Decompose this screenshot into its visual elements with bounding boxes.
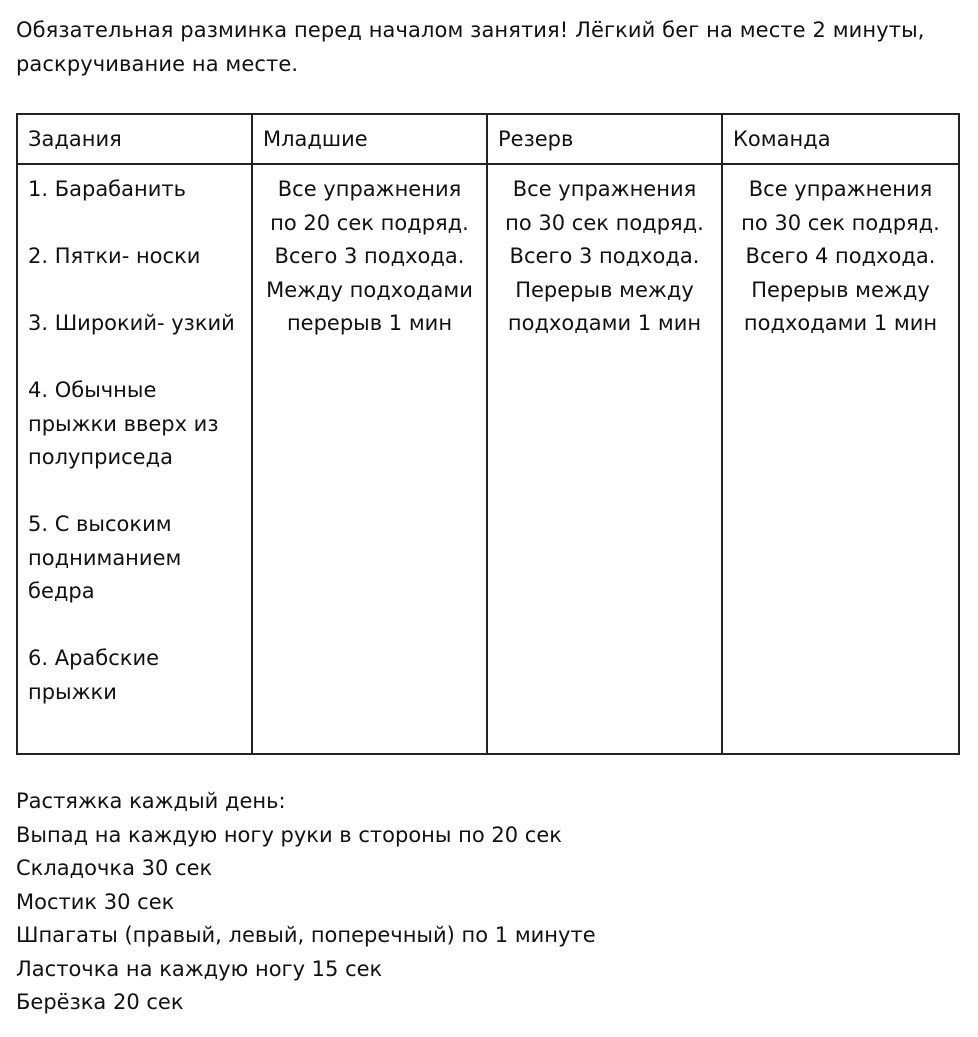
instruction-line: Всего 4 подхода.	[745, 244, 936, 268]
header-juniors: Младшие	[252, 114, 487, 164]
team-cell	[722, 164, 959, 754]
task-list	[18, 165, 251, 709]
team-instructions	[723, 165, 958, 341]
stretching-item: Шпагаты (правый, левый, поперечный) по 1 минуте	[16, 923, 596, 947]
task-item: 2. Пятки- носки	[28, 244, 201, 268]
juniors-cell	[252, 164, 487, 754]
instruction-line: Всего 3 подхода.	[509, 244, 700, 268]
table-header-row	[17, 114, 959, 164]
stretching-list	[16, 785, 966, 1020]
workout-table	[16, 113, 960, 755]
instruction-line: Все упражнения	[512, 177, 697, 201]
task-item: 4. Обычные прыжки вверх из полуприседа	[28, 378, 219, 469]
instruction-line: по 30 сек подряд.	[741, 210, 940, 235]
stretching-item: Ласточка на каждую ногу 15 сек	[16, 956, 383, 981]
intro-line-2: раскручивание на месте.	[16, 51, 299, 76]
stretching-item: Выпад на каждую ногу руки в стороны по 20 сек	[16, 822, 562, 847]
instruction-line: Все упражнения	[748, 177, 933, 201]
instruction-line: по 30 сек подряд.	[505, 210, 704, 235]
task-item: 6. Арабские прыжки	[28, 646, 160, 704]
stretching-item: Складочка 30 сек	[16, 856, 213, 880]
reserve-instructions	[488, 165, 721, 341]
table-row	[17, 164, 959, 754]
tasks-cell	[17, 164, 252, 754]
stretching-title: Растяжка каждый день:	[16, 789, 286, 813]
instruction-line: Перерыв между	[515, 277, 694, 302]
instruction-line: по 20 сек подряд.	[270, 210, 469, 235]
juniors-instructions	[253, 165, 486, 341]
header-tasks: Задания	[17, 114, 252, 164]
task-item: 3. Широкий- узкий	[28, 311, 235, 335]
instruction-line: Всего 3 подхода.	[274, 244, 465, 268]
instruction-line: перерыв 1 мин	[286, 311, 453, 335]
instruction-line: Между подходами	[266, 277, 473, 302]
task-item: 5. С высоким подниманием бедра	[28, 512, 182, 603]
instruction-line: подходами 1 мин	[743, 311, 938, 335]
instruction-line: Все упражнения	[277, 177, 462, 201]
instruction-line: подходами 1 мин	[507, 311, 702, 335]
stretching-item: Берёзка 20 сек	[16, 990, 184, 1014]
header-reserve: Резерв	[487, 114, 722, 164]
instruction-line: Перерыв между	[751, 277, 930, 302]
header-team: Команда	[722, 114, 959, 164]
task-item: 1. Барабанить	[28, 177, 186, 201]
intro-line-1: Обязательная разминка перед началом занятия! Лёгкий бег на месте 2 минуты,	[16, 18, 925, 42]
reserve-cell	[487, 164, 722, 754]
stretching-item: Мостик 30 сек	[16, 889, 175, 914]
intro-paragraph	[16, 14, 966, 81]
